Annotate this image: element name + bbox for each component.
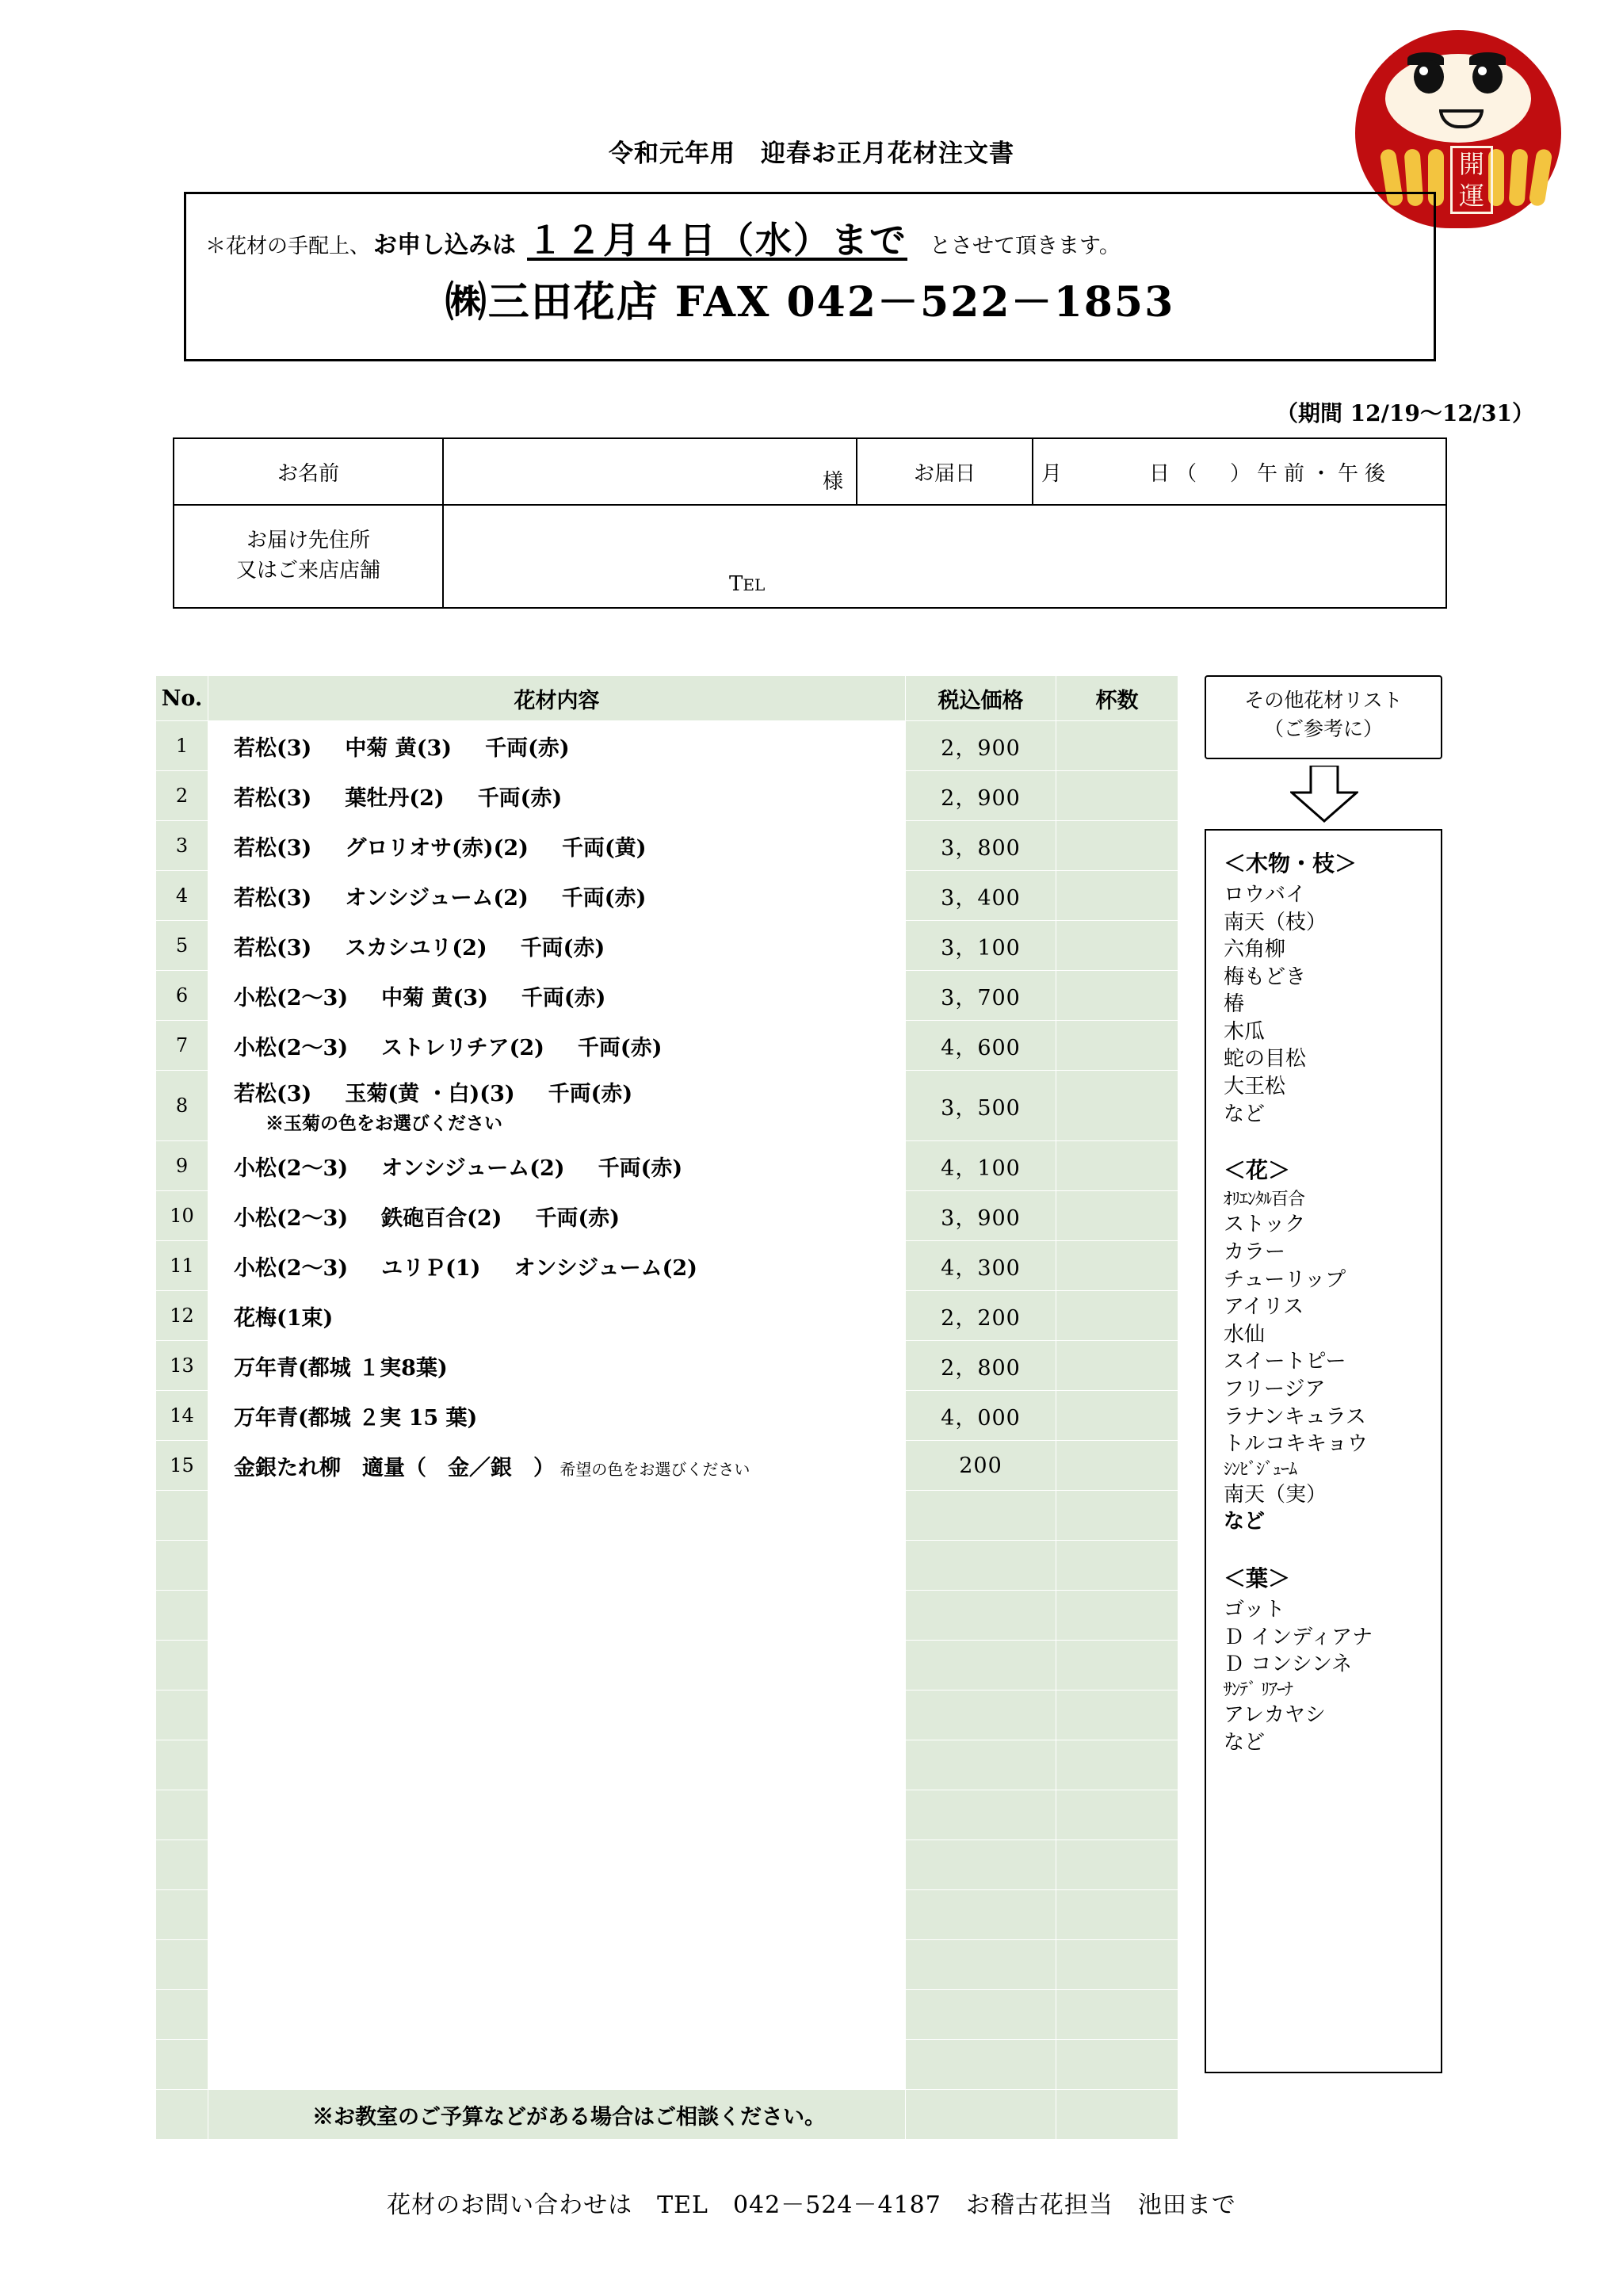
page-title: 令和元年用 迎春お正月花材注文書 xyxy=(609,139,1014,168)
table-row xyxy=(156,721,1178,771)
row-content-input[interactable] xyxy=(208,1541,906,1591)
row-item: 玉菊(黄 ・白)(3) xyxy=(345,1082,515,1106)
row-qty-input[interactable] xyxy=(1056,1790,1178,1840)
row-item: 花梅(1束) xyxy=(234,1305,334,1331)
table-row xyxy=(156,1441,1178,1491)
side-list-item: チューリップ xyxy=(1224,1267,1346,1292)
table-footer-row xyxy=(156,2090,1178,2140)
row-qty-input[interactable] xyxy=(1056,1840,1178,1890)
row-price: 3，500 xyxy=(906,1071,1056,1141)
side-section-gap xyxy=(1224,1536,1441,1557)
row-no: 1 xyxy=(156,721,208,771)
row-no xyxy=(156,1491,208,1541)
row-item: 小松(2～3) xyxy=(234,1156,349,1181)
row-price-input[interactable] xyxy=(906,1541,1056,1591)
row-qty-input[interactable] xyxy=(1056,1591,1178,1641)
row-item: 中菊 黄(3) xyxy=(381,985,488,1010)
row-item: ストレリチア(2) xyxy=(381,1035,544,1060)
row-qty-input[interactable] xyxy=(1056,1690,1178,1740)
row-no: 8 xyxy=(156,1071,208,1141)
row-item: 千両(赤) xyxy=(548,1082,633,1106)
order-table xyxy=(155,675,1178,2140)
table-row-empty[interactable] xyxy=(156,1740,1178,1790)
side-list-item: 南天（枝） xyxy=(1224,910,1327,934)
side-section-gap xyxy=(1224,1128,1441,1148)
table-row-empty[interactable] xyxy=(156,1641,1178,1690)
table-row-empty[interactable] xyxy=(156,1690,1178,1740)
row-content-input[interactable] xyxy=(208,1690,906,1740)
row-qty-input[interactable] xyxy=(1056,771,1178,821)
row-item: 千両(黄) xyxy=(561,835,647,861)
row-item: 若松(3) xyxy=(234,935,312,961)
table-row-empty[interactable] xyxy=(156,1890,1178,1940)
row-qty-input[interactable] xyxy=(1056,1291,1178,1341)
row-content-input[interactable] xyxy=(208,1940,906,1990)
row-qty-input[interactable] xyxy=(1056,1940,1178,1990)
daruma-face xyxy=(1385,54,1531,143)
row-price: 4，300 xyxy=(906,1241,1056,1291)
row-qty-input[interactable] xyxy=(1056,1191,1178,1241)
row-no: 6 xyxy=(156,971,208,1021)
row-item: 中菊 黄(3) xyxy=(345,735,453,761)
row-price: 200 xyxy=(906,1441,1056,1491)
row-item: オンシジューム(2) xyxy=(514,1255,697,1281)
side-list-item: ｵﾘｴﾝﾀﾙ百合 xyxy=(1224,1190,1305,1210)
table-row xyxy=(156,1191,1178,1241)
row-price: 3，100 xyxy=(906,921,1056,971)
side-list-item: など xyxy=(1224,1510,1266,1534)
side-list-item: スイートピー xyxy=(1224,1350,1346,1374)
side-list-item: など xyxy=(1224,1730,1266,1755)
row-price-input[interactable] xyxy=(906,1790,1056,1840)
row-price: 2，900 xyxy=(906,771,1056,821)
row-item: 小松(2～3) xyxy=(234,1255,349,1281)
row-content-input[interactable] xyxy=(208,1641,906,1690)
row-qty-input[interactable] xyxy=(1056,1241,1178,1291)
row-item: 千両(赤) xyxy=(521,985,606,1010)
row-content xyxy=(208,1141,906,1191)
row-no: 7 xyxy=(156,1021,208,1071)
row-qty-input[interactable] xyxy=(1056,1341,1178,1391)
deadline-box xyxy=(184,192,1436,361)
daruma-eye-right xyxy=(1472,60,1503,94)
side-list-item: カラー xyxy=(1224,1240,1286,1265)
side-section-heading: ＜葉＞ xyxy=(1224,1565,1291,1592)
row-item: スカシユリ(2) xyxy=(345,935,487,961)
row-no xyxy=(156,1541,208,1591)
row-no xyxy=(156,1740,208,1790)
row-item: 千両(赤) xyxy=(561,885,647,911)
row-content xyxy=(208,1191,906,1241)
kaiun-label: 開運 xyxy=(1450,146,1493,214)
row-no: 3 xyxy=(156,821,208,871)
side-list-item: ｻﾝﾃﾞ ﾘｱｰﾅ xyxy=(1224,1679,1293,1700)
row-item: 千両(赤) xyxy=(598,1156,683,1181)
table-row xyxy=(156,1291,1178,1341)
table-row xyxy=(174,505,1446,608)
table-row xyxy=(156,921,1178,971)
side-list-item: アイリス xyxy=(1224,1295,1304,1320)
side-list-callout xyxy=(1205,675,1442,759)
row-content xyxy=(208,1241,906,1291)
row-item: 万年青(都城 １実8葉) xyxy=(234,1355,448,1381)
row-price-input[interactable] xyxy=(906,1491,1056,1541)
side-list-item: ロウバイ xyxy=(1224,883,1307,907)
row-qty-input[interactable] xyxy=(1056,821,1178,871)
row-content xyxy=(208,921,906,971)
deadline-bold: お申し込みは xyxy=(373,231,517,259)
side-list-item: 椿 xyxy=(1224,992,1245,1017)
address-field[interactable] xyxy=(443,505,1446,608)
row-price-input[interactable] xyxy=(906,1641,1056,1690)
side-list-item: 大王松 xyxy=(1224,1075,1286,1099)
order-table-wrap xyxy=(155,675,1178,2140)
row-qty-input[interactable] xyxy=(1056,2040,1178,2090)
row-content xyxy=(208,721,906,771)
side-list-item: ストック xyxy=(1224,1213,1306,1237)
row-qty-input[interactable] xyxy=(1056,1391,1178,1441)
row-price: 4，600 xyxy=(906,1021,1056,1071)
table-row xyxy=(156,971,1178,1021)
side-list-item: ゴット xyxy=(1224,1598,1285,1622)
row-price: 3，700 xyxy=(906,971,1056,1021)
row-content-input[interactable] xyxy=(208,1790,906,1840)
row-no xyxy=(156,1990,208,2040)
row-qty-input[interactable] xyxy=(1056,1740,1178,1790)
side-list-item: Ｄ インディアナ xyxy=(1224,1625,1373,1649)
footer-price xyxy=(906,2090,1056,2140)
row-no xyxy=(156,1890,208,1940)
row-no xyxy=(156,1840,208,1890)
address-label: お届け先住所 又はご来店店舗 xyxy=(174,505,443,608)
table-row-empty[interactable] xyxy=(156,2040,1178,2090)
row-price-input[interactable] xyxy=(906,1591,1056,1641)
table-header-row xyxy=(156,676,1178,721)
row-content xyxy=(208,821,906,871)
row-qty-input[interactable] xyxy=(1056,921,1178,971)
side-list-callout-text xyxy=(1244,689,1403,740)
table-row-empty[interactable] xyxy=(156,1790,1178,1840)
header-no: No. xyxy=(156,676,208,721)
table-row xyxy=(156,1021,1178,1071)
sama-suffix: 様 xyxy=(822,470,843,494)
deadline-tail: とさせて頂きます。 xyxy=(930,234,1121,258)
table-row-empty[interactable] xyxy=(156,1990,1178,2040)
side-list-item: 水仙 xyxy=(1224,1322,1266,1347)
row-qty-input[interactable] xyxy=(1056,1491,1178,1541)
table-row xyxy=(156,821,1178,871)
row-content-input[interactable] xyxy=(208,1491,906,1541)
row-price: 4，100 xyxy=(906,1141,1056,1191)
daruma-eye-left xyxy=(1414,60,1444,94)
row-note: 希望の色をお選びください xyxy=(555,1459,750,1479)
row-price-input[interactable] xyxy=(906,1890,1056,1940)
row-item: 若松(3) xyxy=(234,885,312,911)
row-price: 2，800 xyxy=(906,1341,1056,1391)
callout-line: その他花材リスト xyxy=(1244,689,1403,712)
delivery-date-label: お届日 xyxy=(857,438,1033,505)
delivery-date-field[interactable]: 月 日（ ）午前・午後 xyxy=(1033,438,1446,505)
row-item: グロリオサ(赤)(2) xyxy=(345,835,529,861)
row-qty-input[interactable] xyxy=(1056,871,1178,921)
row-no: 9 xyxy=(156,1141,208,1191)
order-table-body xyxy=(156,721,1178,2140)
header-qty: 杯数 xyxy=(1056,676,1178,721)
row-no xyxy=(156,1790,208,1840)
row-content xyxy=(208,771,906,821)
row-content xyxy=(208,1021,906,1071)
row-price: 2，200 xyxy=(906,1291,1056,1341)
row-content xyxy=(208,871,906,921)
row-qty-input[interactable] xyxy=(1056,971,1178,1021)
row-item: 小松(2～3) xyxy=(234,985,349,1010)
table-row-empty[interactable] xyxy=(156,1840,1178,1890)
row-item: 千両(赤) xyxy=(477,785,563,811)
row-price: 2，900 xyxy=(906,721,1056,771)
row-content-input[interactable] xyxy=(208,1740,906,1790)
row-no xyxy=(156,1940,208,1990)
row-price-input[interactable] xyxy=(906,2040,1056,2090)
row-item: 千両(赤) xyxy=(485,735,570,761)
row-no: 4 xyxy=(156,871,208,921)
row-no: 12 xyxy=(156,1291,208,1341)
footer-contact: 花材のお問い合わせは TEL 042－524－4187 お稽古花担当 池田まで xyxy=(387,2191,1236,2219)
side-list-item: など xyxy=(1224,1102,1266,1126)
table-row xyxy=(174,438,1446,505)
name-field[interactable] xyxy=(443,438,857,505)
deadline-date: １２月４日（水）まで xyxy=(527,219,908,262)
row-content xyxy=(208,1071,906,1141)
row-no xyxy=(156,1690,208,1740)
row-qty-input[interactable] xyxy=(1056,1641,1178,1690)
row-no: 15 xyxy=(156,1441,208,1491)
table-row xyxy=(156,1391,1178,1441)
row-price-input[interactable] xyxy=(906,1940,1056,1990)
row-no: 10 xyxy=(156,1191,208,1241)
footer-qty xyxy=(1056,2090,1178,2140)
side-list-item: ラナンキュラス xyxy=(1224,1404,1366,1429)
row-subnote: ※玉菊の色をお選びください xyxy=(265,1113,502,1134)
row-item: ユリＰ(1) xyxy=(381,1255,481,1281)
row-price-input[interactable] xyxy=(906,1690,1056,1740)
row-qty-input[interactable] xyxy=(1056,1071,1178,1141)
row-no: 11 xyxy=(156,1241,208,1291)
customer-info-table xyxy=(173,437,1447,609)
row-no: 14 xyxy=(156,1391,208,1441)
row-content xyxy=(208,971,906,1021)
arrow-down-icon xyxy=(1290,766,1358,823)
row-item: 若松(3) xyxy=(234,835,312,861)
side-reference-list xyxy=(1205,829,1442,2073)
row-item: 葉牡丹(2) xyxy=(345,785,445,811)
row-content-input[interactable] xyxy=(208,1890,906,1940)
row-content-input[interactable] xyxy=(208,1840,906,1890)
row-price-input[interactable] xyxy=(906,1840,1056,1890)
table-row xyxy=(156,1071,1178,1141)
fax-line: ㈱三田花店 FAX 042－522－1853 xyxy=(445,278,1175,327)
table-row-empty[interactable] xyxy=(156,1491,1178,1541)
side-section-heading: ＜木物・枝＞ xyxy=(1224,850,1358,877)
side-list-item: 梅もどき xyxy=(1224,965,1307,989)
table-row-empty[interactable] xyxy=(156,1940,1178,1990)
row-item: 小松(2～3) xyxy=(234,1035,349,1060)
footer-note: ※お教室のご予算などがある場合はご相談ください。 xyxy=(208,2090,906,2140)
table-row xyxy=(156,771,1178,821)
row-content-input[interactable] xyxy=(208,1990,906,2040)
row-item: 千両(赤) xyxy=(577,1035,663,1060)
row-item: 千両(赤) xyxy=(535,1205,621,1231)
row-item: 鉄砲百合(2) xyxy=(381,1205,502,1231)
side-section-heading: ＜花＞ xyxy=(1224,1157,1291,1184)
row-price: 4，000 xyxy=(906,1391,1056,1441)
row-no xyxy=(156,2090,208,2140)
row-item: オンシジューム(2) xyxy=(381,1156,565,1181)
row-qty-input[interactable] xyxy=(1056,1541,1178,1591)
name-label: お名前 xyxy=(174,438,443,505)
table-row xyxy=(156,1341,1178,1391)
side-list-item: フリージア xyxy=(1224,1377,1326,1401)
row-content-input[interactable] xyxy=(208,2040,906,2090)
side-list-item: 六角柳 xyxy=(1224,938,1286,962)
table-row xyxy=(156,1141,1178,1191)
row-content xyxy=(208,1291,906,1341)
row-content xyxy=(208,1391,906,1441)
side-list-item: 南天（実） xyxy=(1224,1482,1327,1507)
row-qty-input[interactable] xyxy=(1056,1890,1178,1940)
tel-label: TEL xyxy=(729,572,766,596)
row-price-input[interactable] xyxy=(906,1740,1056,1790)
side-list-item: アレカヤシ xyxy=(1224,1703,1326,1728)
row-price: 3，800 xyxy=(906,821,1056,871)
row-no xyxy=(156,1591,208,1641)
row-no: 13 xyxy=(156,1341,208,1391)
row-qty-input[interactable] xyxy=(1056,721,1178,771)
row-item: 若松(3) xyxy=(234,1082,312,1106)
row-qty-input[interactable] xyxy=(1056,1021,1178,1071)
side-list-item: 蛇の目松 xyxy=(1224,1047,1307,1072)
header-price: 税込価格 xyxy=(906,676,1056,721)
row-price: 3，900 xyxy=(906,1191,1056,1241)
deadline-prefix: ＊花材の手配上、 xyxy=(205,235,371,258)
row-item: 千両(赤) xyxy=(520,935,605,961)
row-item: 万年青(都城 ２実 15 葉) xyxy=(234,1405,478,1431)
deadline-line xyxy=(205,212,1419,264)
side-list-item: Ｄ コンシンネ xyxy=(1224,1652,1353,1677)
header-content: 花材内容 xyxy=(208,676,906,721)
side-list-item: トルコキキョウ xyxy=(1224,1432,1369,1457)
row-item: 若松(3) xyxy=(234,785,312,811)
row-price: 3，400 xyxy=(906,871,1056,921)
row-no xyxy=(156,2040,208,2090)
row-qty-input[interactable] xyxy=(1056,1441,1178,1491)
row-qty-input[interactable] xyxy=(1056,1990,1178,2040)
side-list-item: 木瓜 xyxy=(1224,1019,1266,1044)
row-content xyxy=(208,1341,906,1391)
row-content-input[interactable] xyxy=(208,1591,906,1641)
row-qty-input[interactable] xyxy=(1056,1141,1178,1191)
row-price-input[interactable] xyxy=(906,1990,1056,2040)
table-row xyxy=(156,1241,1178,1291)
callout-line: （ご参考に） xyxy=(1263,717,1383,741)
period-note: （期間 12/19～12/31） xyxy=(1275,400,1534,426)
row-no: 2 xyxy=(156,771,208,821)
row-item: 金銀たれ柳 適量（ 金／銀 ） xyxy=(234,1455,555,1480)
table-row-empty[interactable] xyxy=(156,1591,1178,1641)
row-no xyxy=(156,1641,208,1690)
table-row xyxy=(156,871,1178,921)
row-no: 5 xyxy=(156,921,208,971)
row-item: 小松(2～3) xyxy=(234,1205,349,1231)
side-list-item: ｼﾝﾋﾞｼﾞｭｰﾑ xyxy=(1224,1459,1297,1480)
row-content xyxy=(208,1441,906,1491)
table-row-empty[interactable] xyxy=(156,1541,1178,1591)
row-item: 若松(3) xyxy=(234,735,312,761)
row-item: オンシジューム(2) xyxy=(345,885,529,911)
